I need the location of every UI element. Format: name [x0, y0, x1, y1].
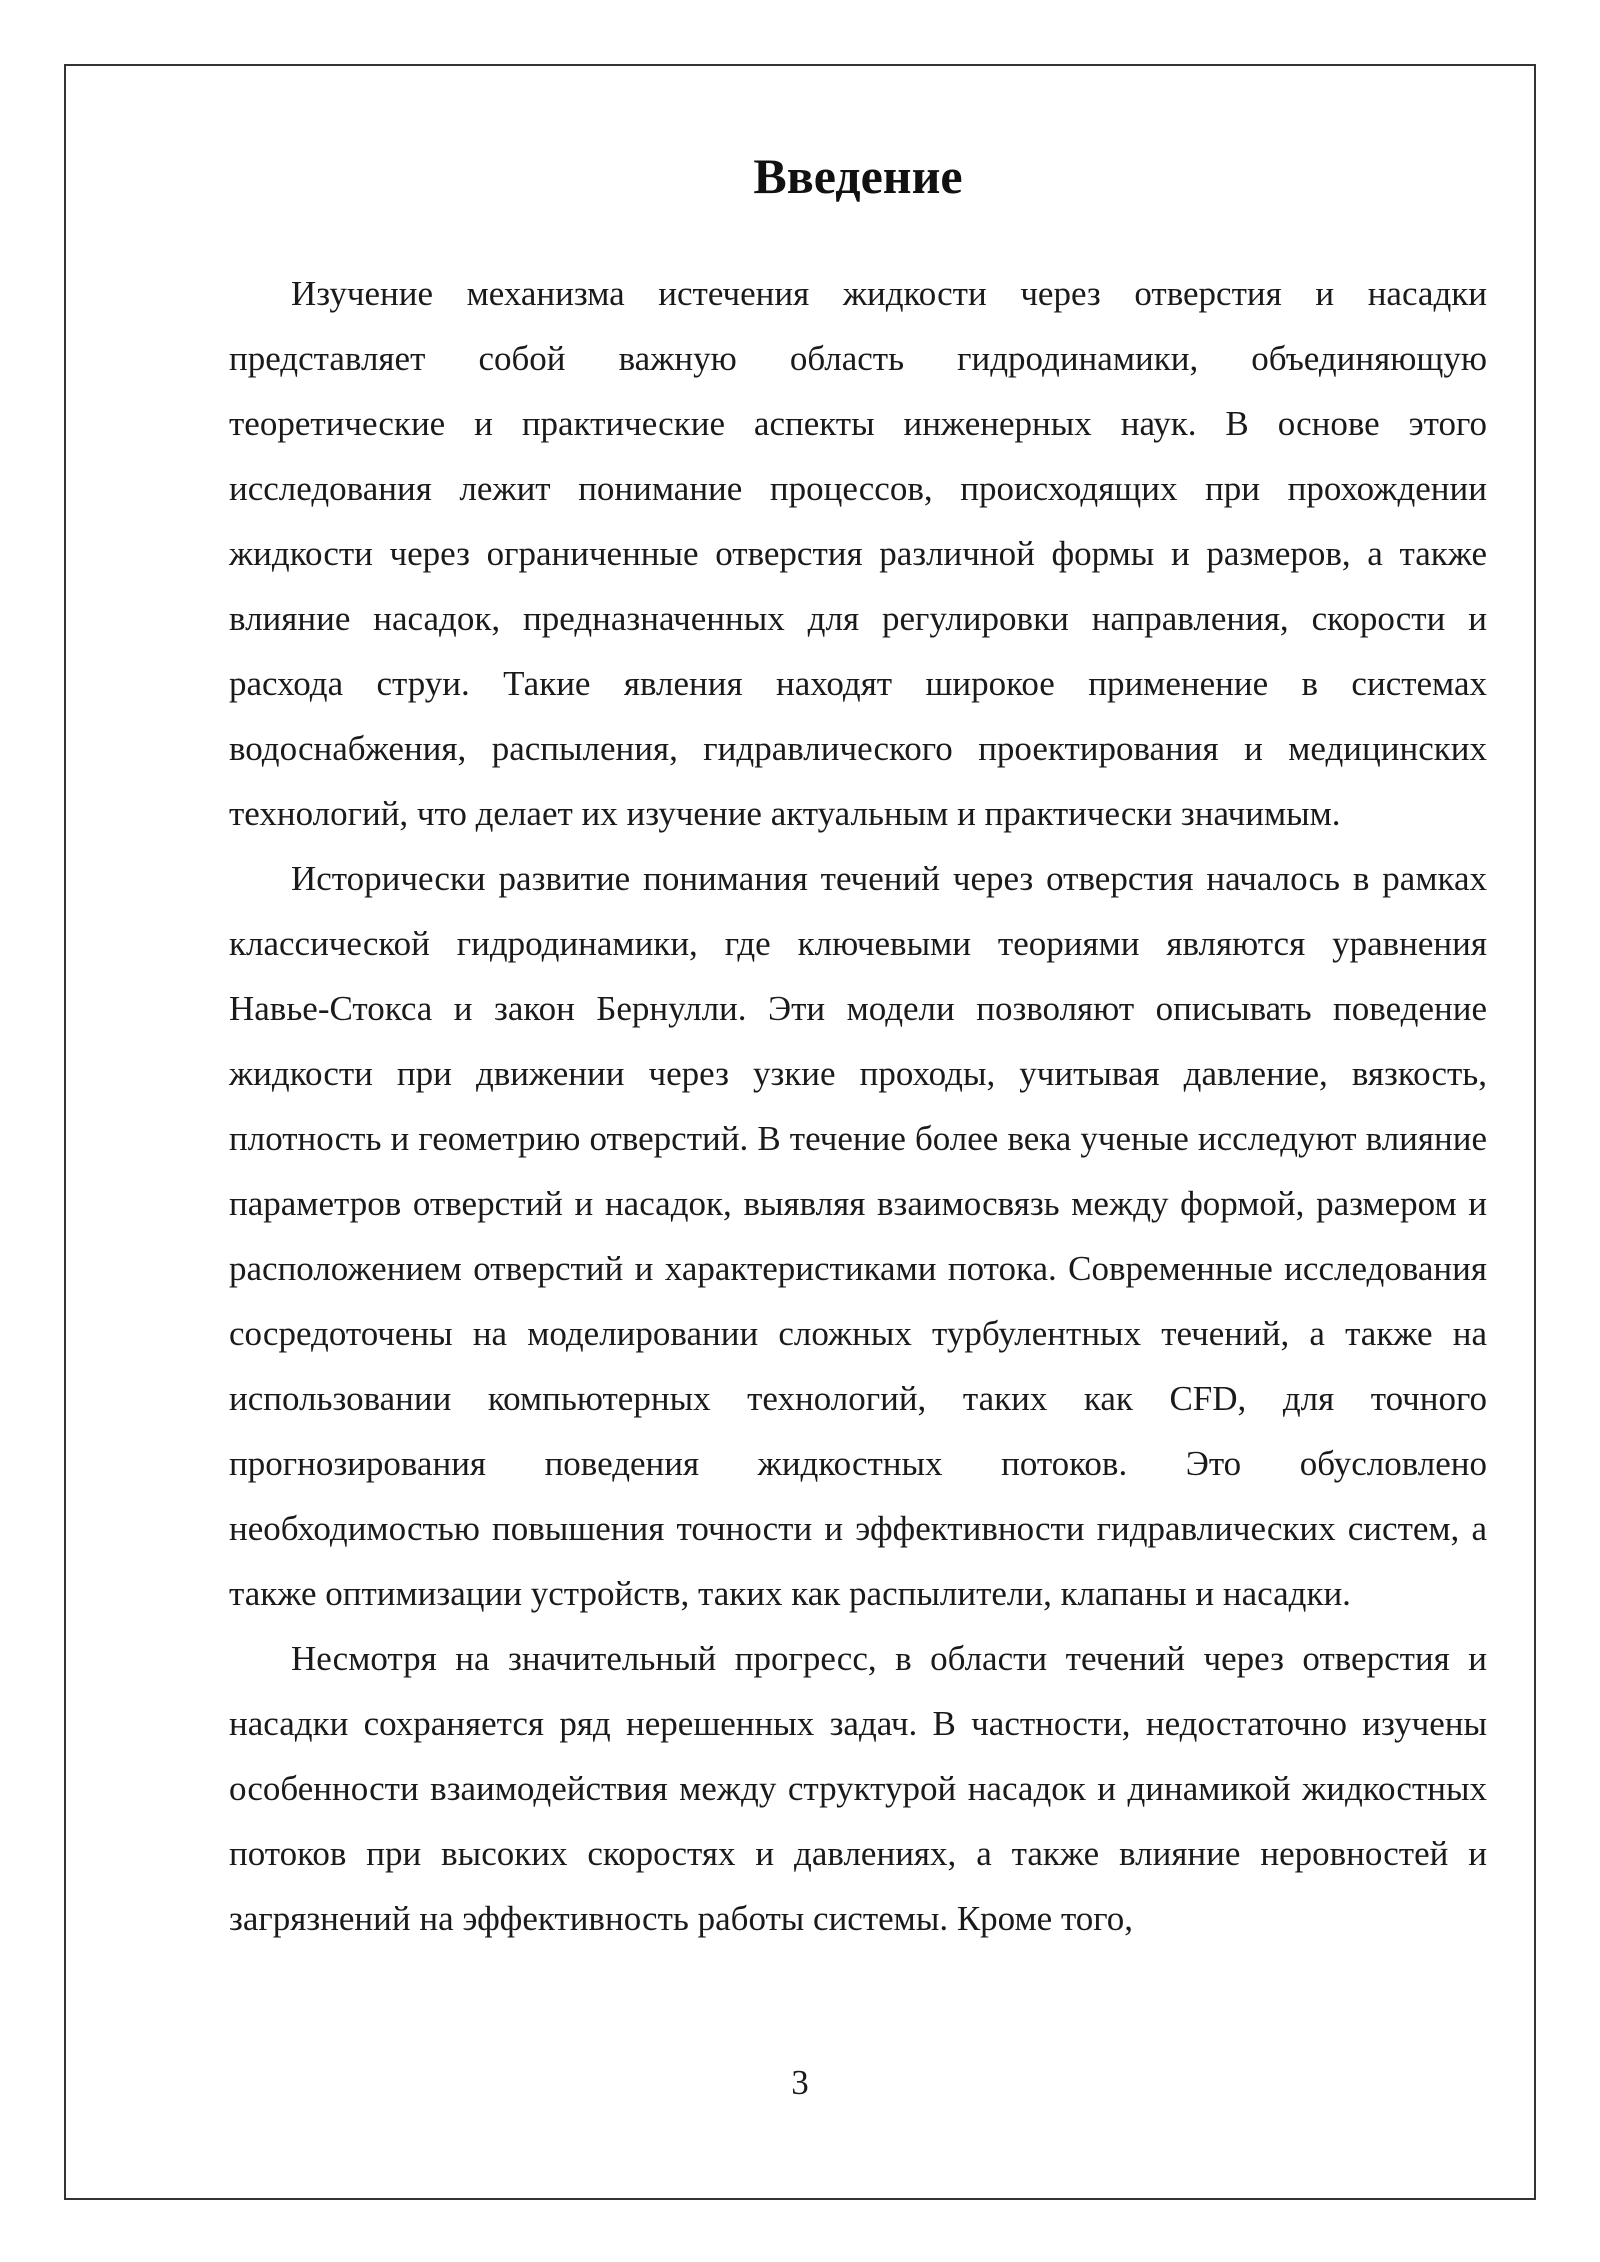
page-body [229, 146, 1487, 1951]
paragraph-3: Несмотря на значительный прогресс, в области течений через отверстия и насадки сохраняется ряд нерешенных задач. В частности, недостаточно изучены особенности взаимодействия между структурой насадок и динамикой жидкостных потоков при высоких скоростях и давлениях, а также влияние неровностей и загрязнений на эффективность работы системы. Кроме того, [229, 1639, 1487, 1938]
page-number: 3 [791, 2063, 809, 2102]
paragraph-1: Изучение механизма истечения жидкости через отверстия и насадки представляет собой важную область гидродинамики, объединяющую теоретические и практические аспекты инженерных наук. В основе этого исследования лежит понимание процессов, происходящих при прохождении жидкости через ограниченные отверстия различной формы и размеров, а также влияние насадок, предназначенных для регулировки направления, скорости и расхода струи. Такие явления находят широкое применение в системах водоснабжения, распыления, гидравлического проектирования и медицинских технологий, что делает их изучение актуальным и практически значимым. [229, 274, 1487, 833]
section-title: Введение [753, 148, 963, 204]
paragraph-2: Исторически развитие понимания течений через отверстия началось в рамках классической гидродинамики, где ключевыми теориями являются уравнения Навье-Стокса и закон Бернулли. Эти модели позволяют описывать поведение жидкости при движении через узкие проходы, учитывая давление, вязкость, плотность и геометрию отверстий. В течение более века ученые исследуют влияние параметров отверстий и насадок, выявляя взаимосвязь между формой, размером и расположением отверстий и характеристиками потока. Современные исследования сосредоточены на моделировании сложных турбулентных течений, а также на использовании компьютерных технологий, таких как CFD, для точного прогнозирования поведения жидкостных потоков. Это обусловлено необходимостью повышения точности и эффективности гидравлических систем, а также оптимизации устройств, таких как распылители, клапаны и насадки. [229, 859, 1487, 1613]
